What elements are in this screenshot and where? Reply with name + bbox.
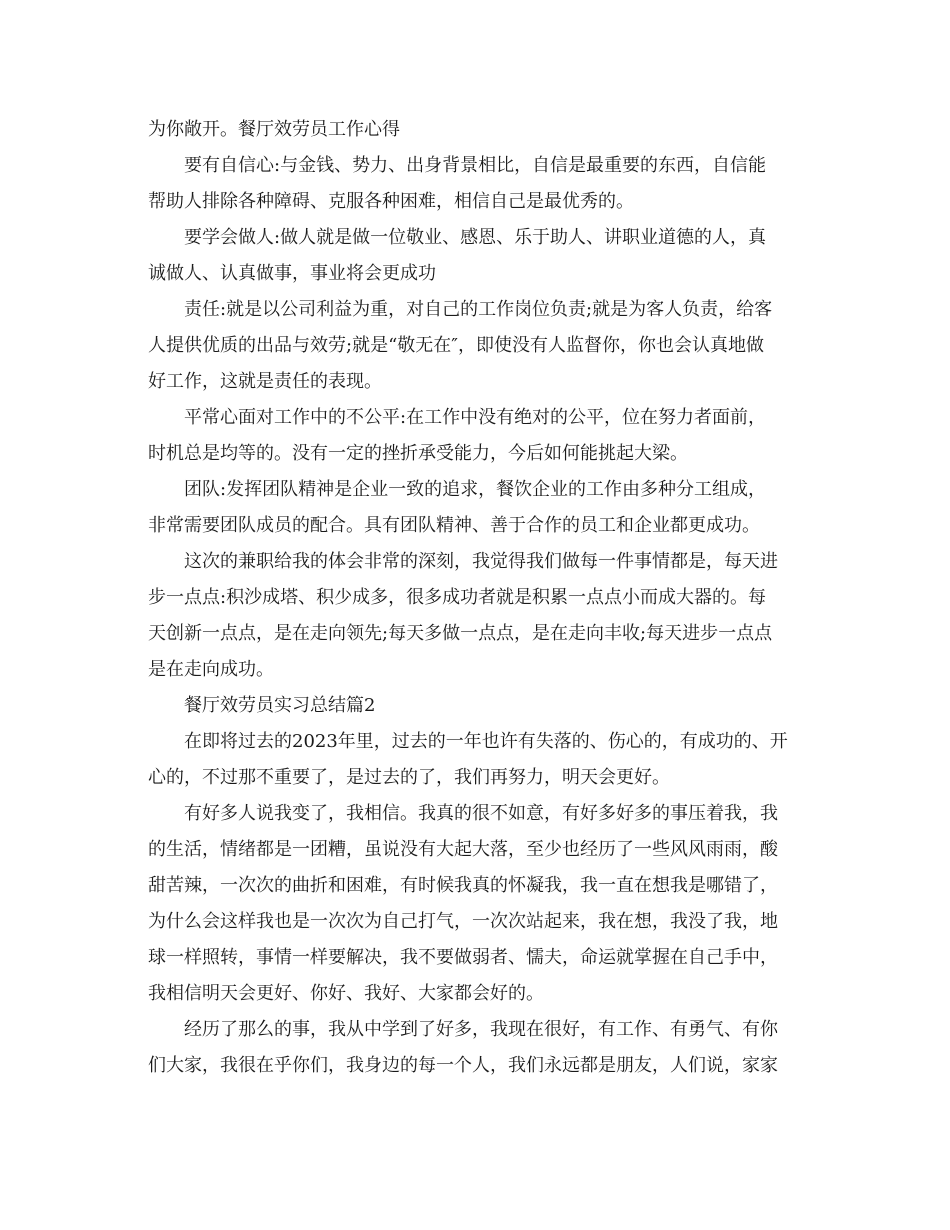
text-line: 平常心面对工作中的不公平:在工作中没有绝对的公平，位在努力者面前， xyxy=(184,407,767,428)
text-line: 团队:发挥团队精神是企业一致的追求，餐饮企业的工作由多种分工组成， xyxy=(184,479,767,500)
text-line: 责任:就是以公司利益为重，对自己的工作岗位负责;就是为客人负责，给客 xyxy=(184,299,773,320)
text-line: 非常需要团队成员的配合。具有团队精神、善于合作的员工和企业都更成功。 xyxy=(148,515,760,536)
text-line: 们大家，我很在乎你们，我身边的每一个人，我们永远都是朋友，人们说，家家 xyxy=(148,1055,778,1076)
text-line: 有好多人说我变了，我相信。我真的很不如意，有好多好多的事压着我，我 xyxy=(184,803,778,824)
text-line: 天创新一点点，是在走向领先;每天多做一点点，是在走向丰收;每天进步一点点 xyxy=(148,623,773,644)
text-line: 人提供优质的出品与效劳;就是“敬无在″，即使没有人监督你，你也会认真地做 xyxy=(148,335,764,356)
text-line: 要学会做人:做人就是做一位敬业、感恩、乐于助人、讲职业道德的人，真 xyxy=(184,227,767,248)
section-heading: 餐厅效劳员实习总结篇2 xyxy=(184,695,376,716)
text-line: 为你敞开。餐厅效劳员工作心得 xyxy=(148,119,400,140)
text-line: 诚做人、认真做事，事业将会更成功 xyxy=(148,263,436,284)
text-line: 为什么会这样我也是一次次为自己打气，一次次站起来，我在想，我没了我，地 xyxy=(148,911,778,932)
text-line: 在即将过去的2023年里，过去的一年也许有失落的、伤心的，有成功的、开 xyxy=(184,731,788,752)
text-line: 步一点点:积沙成塔、积少成多，很多成功者就是积累一点点小而成大器的。每 xyxy=(148,587,767,608)
text-line: 经历了那么的事，我从中学到了好多，我现在很好，有工作、有勇气、有你 xyxy=(184,1019,778,1040)
text-line: 我相信明天会更好、你好、我好、大家都会好的。 xyxy=(148,983,544,1004)
document-page xyxy=(148,112,803,1084)
text-line: 是在走向成功。 xyxy=(148,659,274,680)
text-line: 好工作，这就是责任的表现。 xyxy=(148,371,382,392)
text-line: 甜苦辣，一次次的曲折和困难，有时候我真的怀凝我，我一直在想我是哪错了， xyxy=(148,875,778,896)
text-line: 的生活，情绪都是一团糟，虽说没有大起大落，至少也经历了一些风风雨雨，酸 xyxy=(148,839,778,860)
text-line: 心的，不过那不重要了，是过去的了，我们再努力，明天会更好。 xyxy=(148,767,670,788)
text-line: 帮助人排除各种障碍、克服各种困难，相信自己是最优秀的。 xyxy=(148,191,634,212)
text-line: 这次的兼职给我的体会非常的深刻，我觉得我们做每一件事情都是，每天进 xyxy=(184,551,778,572)
text-line: 要有自信心:与金钱、势力、出身背景相比，自信是最重要的东西，自信能 xyxy=(184,155,767,176)
text-line: 时机总是均等的。没有一定的挫折承受能力，今后如何能挑起大梁。 xyxy=(148,443,688,464)
text-line: 球一样照转，事情一样要解决，我不要做弱者、懦夫，命运就掌握在自己手中， xyxy=(148,947,778,968)
